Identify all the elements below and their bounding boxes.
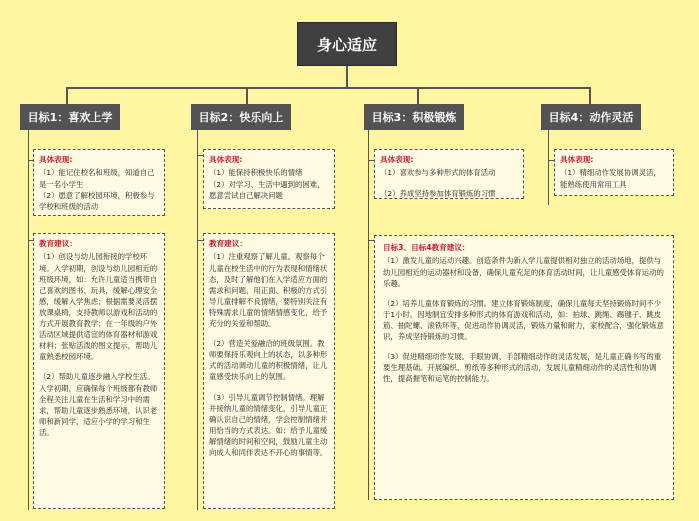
goal-3-4-suggestion-item: （2）培养儿童体育锻炼的习惯。建立体育锻炼制度，确保儿童每天坚持锻炼时间不少于1小时，因地制宜安排多种形式的体育游戏和活动，如：拍球、跳绳、踢毽子、跳皮筋、抽陀螺、滚铁环等，促进动作协调灵活，锻炼力量和耐力，家校配合，强化锻炼意识，养成坚持锻炼的习惯。 [383,298,664,342]
goal-2-suggestion-item: （1）注重观察了解儿童。观察每个儿童在校生活中的行为表现和情绪状态，及时了解他们在入学适应方面的需求和问题，用正面、积极的方式引导儿童排解不良情绪，要特别关注有特殊需求儿童的情绪情感变化，给予充分的关爱和帮助。 [209,252,328,329]
goal-4-heading: 目标4：动作灵活 [541,104,641,130]
goal1-vline [28,130,29,510]
goal-2-suggestion-box [203,233,335,509]
goal-1-suggestion-head: 教育建议： [39,239,77,248]
goal-1-performance-item: （1）能记住校名和班级，知道自己是一名小学生 [39,168,155,189]
goal-3-4-suggestion-head: 目标3、目标4教育建议： [383,243,470,252]
goal-1-performance-box [33,149,165,216]
goal-1-performance-item: （2）愿意了解校园环境，积极参与学校和班级的活动 [39,190,155,211]
stem-goal4 [589,87,591,104]
goal-2-suggestion-item: （2）营造关爱融洽的班级氛围。教师要保持乐观向上的状态，以多种形式的活动调动儿童的积极情绪，让儿童感受快乐向上的氛围。 [209,339,328,382]
goal-2-performance-item: （1）能保持积极快乐的情绪 [209,168,303,178]
goal-2-performance-box [203,149,335,209]
goal-4-performance-head: 具体表现: [560,155,594,164]
goal-2-heading: 目标2：快乐向上 [191,104,291,130]
goal-1-suggestion-box [33,233,165,509]
branch-bar [66,87,591,89]
goal-2-suggestion-item: （3）引导儿童调节控制情绪。理解并接纳儿童的情绪变化，引导儿童正确认识自己的情绪，学会控制情绪并用恰当的方式表达。如：给予儿童缓解情绪的时间和空间，鼓励儿童主动向成人和同伴表达不开心的事情等。 [209,392,328,458]
root-stem [346,66,348,88]
goal-1-suggestion-item: （2）帮助儿童逐步融入学校生活。入学初期，应确保每个班级都有教师全程关注儿童在生活和学习中的需求，帮助儿童逐步熟悉环境，认识老师和新同学，适应小学的学习和生活。 [39,372,158,438]
stem-goal1 [66,87,68,104]
goal-4-performance-item: （1）精细动作发展协调灵活，能熟练使用常用工具 [560,168,661,189]
goal3-vline [368,130,369,500]
goal-3-4-suggestion-box [374,235,674,500]
goal-1-performance-head: 具体表现: [39,155,73,164]
goal-1-heading: 目标1：喜欢上学 [20,104,120,130]
goal-3-performance-item: （2）养成坚持参加体育锻炼的习惯 [380,188,496,198]
goal-3-heading: 目标3：积极锻炼 [364,104,464,130]
stem-goal2 [246,87,248,104]
goal-4-performance-box [554,149,674,196]
goal-3-4-suggestion-item: （3）促进精细动作发展。手眼协调、手部精细动作的灵活发展，是儿童正确书写的重要生理基础。开展编织、剪纸等多种形式的活动，发展儿童精细动作的灵活性和协调性，提高握笔和运笔的控制能力。 [383,352,662,384]
goal-3-4-suggestion-item: （1）激发儿童的运动兴趣。创造条件为新入学儿童提供相对独立的活动场地，提供与幼儿园相近的运动器材和设备，确保儿童充足的体育活动时间，让儿童感受体育运动的乐趣。 [383,256,664,288]
goal-3-performance-head: 具体表现: [380,155,414,164]
root-title: 身心适应 [297,22,397,66]
stem-goal3 [417,87,419,104]
goal-3-performance-item: （1）喜欢参与多种形式的体育活动 [380,168,496,178]
goal-3-performance-box [374,149,524,199]
goal-1-suggestion-item: （1）创设与幼儿园衔接的学校环境。入学初期，创设与幼儿园相近的班级环境，如：允许儿童适当携带自己喜欢的图书、玩具，缓解心理安全感，缓解入学焦虑；根据需要灵活摆放课桌椅，支持教师以游戏和活动的方式开展教育教学；在一年级的户外活动区域提供适宜的体育器材和游戏材料；张贴活泼的图文提示，帮助儿童熟悉校园环境。 [39,252,158,362]
goal-2-suggestion-head: 教育建议： [209,239,247,248]
goal2-vline [197,130,198,510]
goal-2-performance-head: 具体表现: [209,155,243,164]
goal-2-performance-item: （2）对学习、生活中遇到的困难，愿意尝试自己解决问题 [209,179,325,200]
goal4-vline [548,130,549,205]
